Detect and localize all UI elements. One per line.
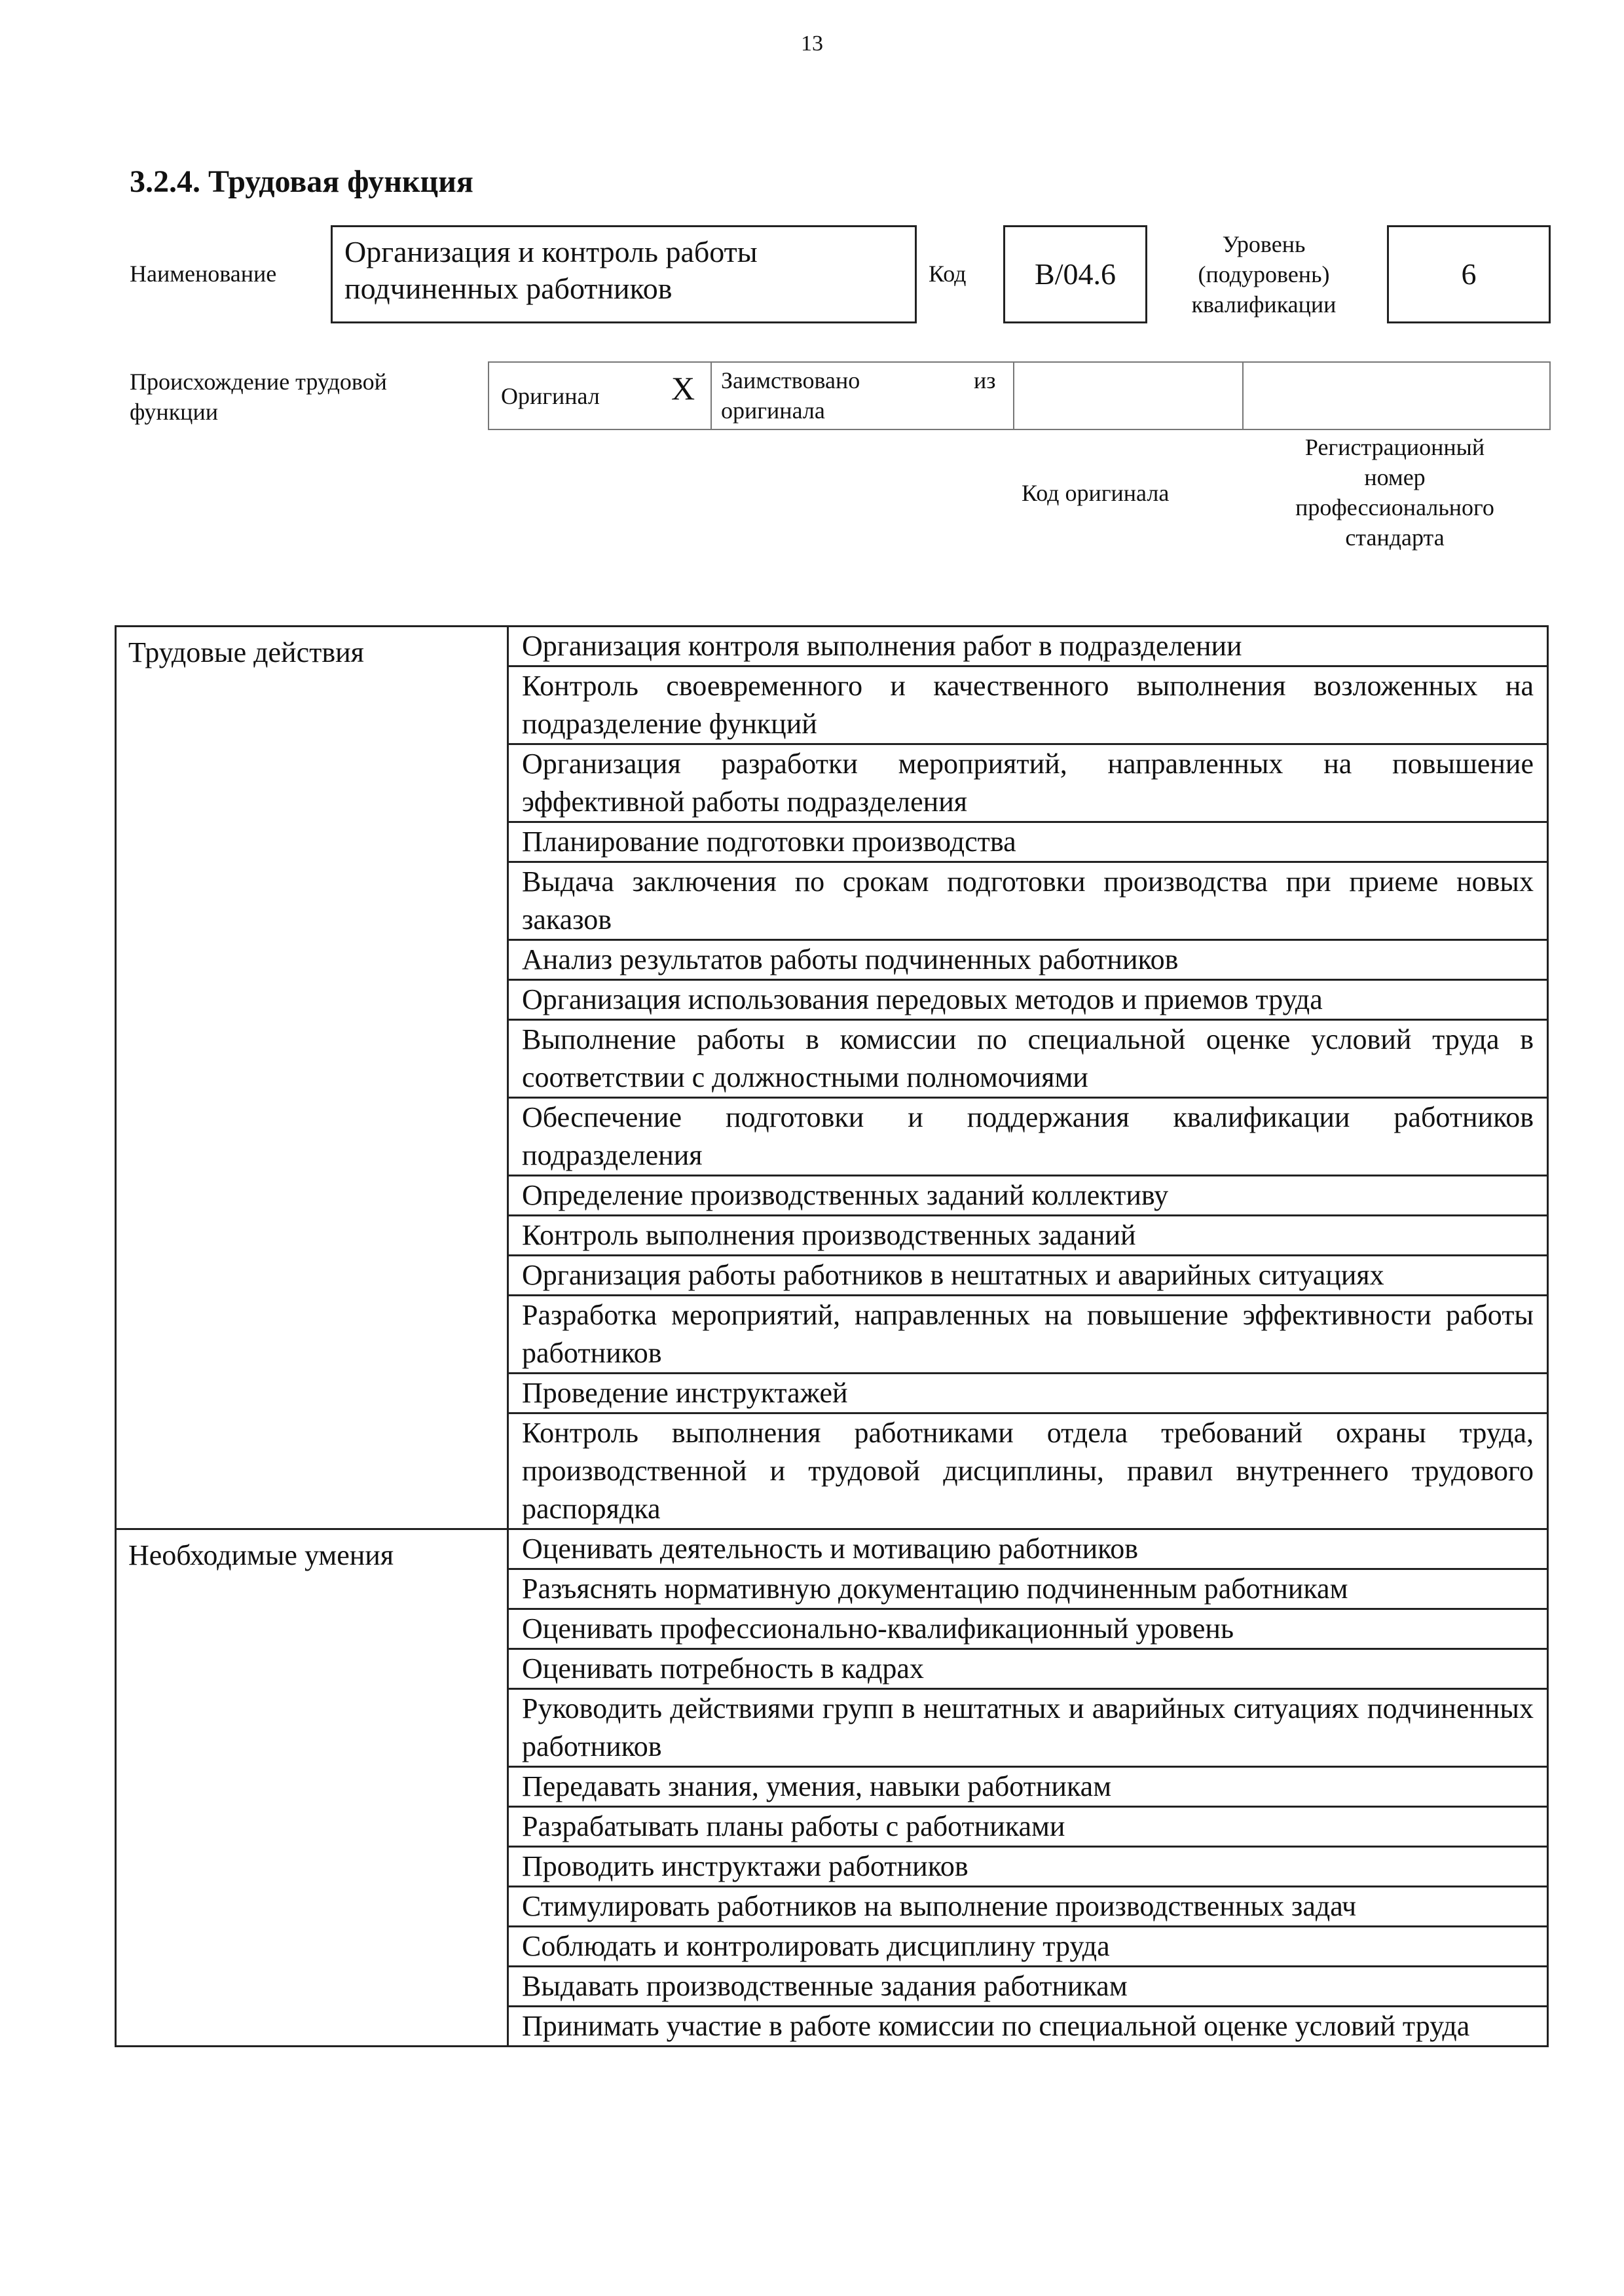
required-skills-item: Разрабатывать планы работы с работниками xyxy=(508,1807,1548,1847)
reg-number-cell xyxy=(1244,363,1551,429)
labor-actions-item: Проведение инструктажей xyxy=(508,1374,1548,1413)
required-skills-item: Стимулировать работников на выполнение производственных задач xyxy=(508,1887,1548,1927)
borrowed-label: Заимствовано xyxy=(721,367,860,393)
borrowed-original-label: оригинала xyxy=(721,397,825,424)
required-skills-item: Проводить инструктажи работников xyxy=(508,1847,1548,1887)
original-cell xyxy=(489,363,712,429)
required-skills-title: Необходимые умения xyxy=(116,1529,508,2047)
labor-actions-item: Выдача заключения по срокам подготовки производства при приеме новых заказов xyxy=(508,862,1548,940)
reg-label-line: номер xyxy=(1364,464,1426,490)
reg-label-line: Регистрационный xyxy=(1304,434,1485,460)
qualification-level-label xyxy=(1159,229,1369,319)
required-skills-item: Оценивать потребность в кадрах xyxy=(508,1649,1548,1689)
required-skills-item: Руководить действиями групп в нештатных и аварийных ситуациях подчиненных работников xyxy=(508,1689,1548,1767)
labor-actions-item: Контроль своевременного и качественного выполнения возложенных на подразделение функций xyxy=(508,666,1548,744)
borrowed-from-label: из xyxy=(974,367,996,393)
origin-label: Происхождение трудовой функции xyxy=(130,369,387,425)
reg-label-line: профессионального xyxy=(1295,494,1494,520)
page-number: 13 xyxy=(801,31,823,56)
level-label-line: Уровень xyxy=(1222,231,1306,257)
original-label: Оригинал xyxy=(501,383,600,409)
labor-actions-item: Организация разработки мероприятий, направленных на повышение эффективной работы подразделения xyxy=(508,744,1548,822)
function-details-table xyxy=(115,625,1549,2047)
labor-actions-item: Контроль выполнения производственных заданий xyxy=(508,1216,1548,1256)
labor-actions-item: Разработка мероприятий, направленных на повышение эффективности работы работников xyxy=(508,1296,1548,1374)
original-mark: X xyxy=(671,370,695,407)
qualification-level-box: 6 xyxy=(1387,225,1551,323)
function-code-box: B/04.6 xyxy=(1003,225,1147,323)
required-skills-item: Оценивать деятельность и мотивацию работников xyxy=(508,1529,1548,1569)
original-code-cell xyxy=(1014,363,1244,429)
name-label: Наименование xyxy=(130,261,277,287)
labor-actions-item: Организация контроля выполнения работ в подразделении xyxy=(508,627,1548,666)
required-skills-item: Передавать знания, умения, навыки работникам xyxy=(508,1767,1548,1807)
table-row xyxy=(116,627,1548,666)
reg-label-line: стандарта xyxy=(1345,524,1445,551)
labor-actions-item: Выполнение работы в комиссии по специальной оценке условий труда в соответствии с должностными полномочиями xyxy=(508,1020,1548,1098)
required-skills-item: Принимать участие в работе комиссии по специальной оценке условий труда xyxy=(508,2007,1548,2047)
required-skills-item: Выдавать производственные задания работникам xyxy=(508,1967,1548,2007)
labor-actions-item: Анализ результатов работы подчиненных работников xyxy=(508,940,1548,980)
reg-number-label xyxy=(1244,432,1545,553)
labor-actions-title: Трудовые действия xyxy=(116,627,508,1529)
required-skills-item: Разъяснять нормативную документацию подчиненным работникам xyxy=(508,1569,1548,1609)
code-label: Код xyxy=(929,261,967,287)
labor-actions-item: Обеспечение подготовки и поддержания квалификации работников подразделения xyxy=(508,1098,1548,1176)
borrowed-cell xyxy=(712,363,1014,429)
level-label-line: квалификации xyxy=(1191,291,1337,318)
labor-actions-item: Организация работы работников в нештатных и аварийных ситуациях xyxy=(508,1256,1548,1296)
level-label-line: (подуровень) xyxy=(1198,261,1330,287)
required-skills-item: Оценивать профессионально-квалификационный уровень xyxy=(508,1609,1548,1649)
original-code-label: Код оригинала xyxy=(1022,480,1170,506)
labor-actions-item: Организация использования передовых методов и приемов труда xyxy=(508,980,1548,1020)
origin-table xyxy=(488,361,1551,430)
function-name-box: Организация и контроль работы подчиненных работников xyxy=(331,225,917,323)
section-title: 3.2.4. Трудовая функция xyxy=(130,164,473,199)
labor-actions-item: Планирование подготовки производства xyxy=(508,822,1548,862)
table-row xyxy=(116,1529,1548,1569)
labor-actions-item: Определение производственных заданий коллективу xyxy=(508,1176,1548,1216)
required-skills-item: Соблюдать и контролировать дисциплину труда xyxy=(508,1927,1548,1967)
labor-actions-item: Контроль выполнения работниками отдела требований охраны труда, производственной и трудовой дисциплины, правил внутреннего трудового распорядка xyxy=(508,1413,1548,1529)
